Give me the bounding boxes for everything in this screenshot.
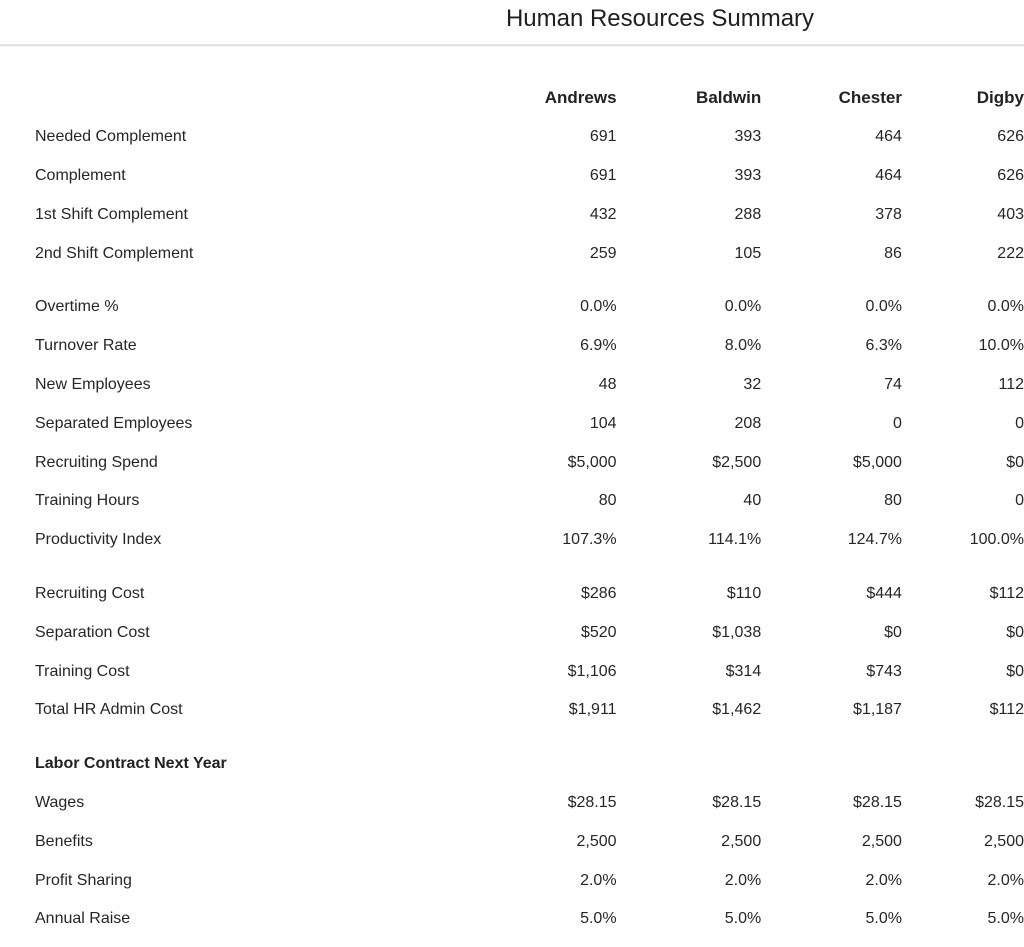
row-label: Training Hours <box>35 492 140 510</box>
table-row-recruiting-cost <box>0 575 1024 614</box>
value-baldwin: $2,500 <box>712 453 762 471</box>
value-andrews: 5.0% <box>580 910 617 928</box>
table-row-training-cost <box>0 652 1024 691</box>
value-baldwin: 0.0% <box>724 298 762 316</box>
value-andrews: 107.3% <box>562 531 617 549</box>
value-digby: 403 <box>997 205 1024 223</box>
row-label: Total HR Admin Cost <box>35 701 183 719</box>
value-andrews: $5,000 <box>567 453 617 471</box>
column-header-digby: Digby <box>976 88 1024 108</box>
value-digby: 626 <box>997 128 1024 146</box>
table-row-2nd-shift-complement <box>0 234 1024 273</box>
row-label: Turnover Rate <box>35 337 137 355</box>
value-andrews: $520 <box>580 623 617 641</box>
value-andrews: $286 <box>580 584 617 602</box>
value-andrews: $1,911 <box>568 701 617 719</box>
value-chester: $1,187 <box>853 701 902 719</box>
value-baldwin: 8.0% <box>724 337 762 355</box>
row-label: Needed Complement <box>35 128 187 146</box>
value-andrews: 80 <box>598 492 617 510</box>
value-baldwin: 2.0% <box>724 871 762 889</box>
value-chester: 378 <box>875 205 902 223</box>
value-baldwin: 5.0% <box>724 910 762 928</box>
table-row-training-hours <box>0 482 1024 521</box>
row-label: Training Cost <box>35 662 130 680</box>
row-label: Productivity Index <box>35 531 162 549</box>
row-label: Annual Raise <box>35 910 131 928</box>
table-row-turnover-rate <box>0 327 1024 366</box>
value-baldwin: 40 <box>743 492 762 510</box>
value-baldwin: 288 <box>734 205 762 223</box>
value-baldwin: $314 <box>725 662 762 680</box>
value-chester: 2,500 <box>861 832 902 850</box>
value-digby: $112 <box>989 701 1024 719</box>
value-digby: 0.0% <box>987 298 1024 316</box>
value-andrews: $28.15 <box>567 793 617 811</box>
table-row-profit-sharing <box>0 861 1024 900</box>
value-chester: 124.7% <box>847 531 902 549</box>
value-digby: 112 <box>998 375 1024 393</box>
value-chester: $0 <box>884 623 902 641</box>
table-row-benefits <box>0 822 1024 861</box>
value-andrews: 2.0% <box>580 871 617 889</box>
table-row-new-employees <box>0 366 1024 405</box>
table-row-needed-complement <box>0 118 1024 157</box>
column-header-baldwin: Baldwin <box>696 88 762 108</box>
hr-summary-table <box>0 79 1024 939</box>
value-baldwin: 2,500 <box>721 832 762 850</box>
value-chester: 2.0% <box>865 871 902 889</box>
row-label: Benefits <box>35 832 93 850</box>
value-chester: 86 <box>884 244 902 262</box>
column-header-andrews: Andrews <box>544 88 617 108</box>
group-spacer <box>0 273 1024 288</box>
table-row-total-hr-admin-cost <box>0 691 1024 730</box>
value-digby: 10.0% <box>978 337 1024 355</box>
row-label: Separation Cost <box>35 623 150 641</box>
table-row-complement <box>0 157 1024 196</box>
value-chester: 80 <box>884 492 902 510</box>
value-baldwin: 208 <box>734 414 762 432</box>
value-chester: $444 <box>866 584 902 602</box>
value-digby: $28.15 <box>975 793 1024 811</box>
value-baldwin: 105 <box>734 244 762 262</box>
value-digby: 2.0% <box>987 871 1024 889</box>
table-row-wages <box>0 784 1024 823</box>
value-andrews: 104 <box>589 414 617 432</box>
value-chester: 74 <box>884 375 902 393</box>
spacer-cell <box>0 273 1024 288</box>
row-label: Recruiting Cost <box>35 584 145 602</box>
value-baldwin: $110 <box>726 584 762 602</box>
group-spacer <box>0 560 1024 575</box>
table-row-separation-cost <box>0 613 1024 652</box>
row-label: Recruiting Spend <box>35 453 158 471</box>
table-row-recruiting-spend <box>0 443 1024 482</box>
value-andrews: 691 <box>589 128 617 146</box>
title-divider <box>0 44 1024 46</box>
row-label: 1st Shift Complement <box>35 205 188 223</box>
row-label: Overtime % <box>35 298 119 316</box>
value-andrews: 6.9% <box>580 337 617 355</box>
page-title: Human Resources Summary <box>505 5 815 32</box>
value-digby: 0 <box>1015 492 1024 510</box>
value-chester: 0.0% <box>865 298 902 316</box>
header-label-cell <box>0 79 545 118</box>
value-digby: 0 <box>1015 414 1024 432</box>
value-chester: 6.3% <box>865 337 902 355</box>
value-digby: $112 <box>989 584 1024 602</box>
value-chester: $28.15 <box>853 793 902 811</box>
value-chester: 5.0% <box>865 910 902 928</box>
value-chester: $5,000 <box>853 453 902 471</box>
table-row-overtime <box>0 288 1024 327</box>
header-row <box>0 79 1024 118</box>
row-label: Wages <box>35 793 85 811</box>
value-baldwin: 393 <box>734 128 762 146</box>
value-baldwin: 32 <box>743 375 762 393</box>
value-andrews: 0.0% <box>580 298 617 316</box>
spacer-cell <box>0 730 1024 745</box>
value-chester: $743 <box>866 662 902 680</box>
section-heading-row <box>0 745 1024 784</box>
value-baldwin: 393 <box>734 166 762 184</box>
value-digby: $0 <box>1006 662 1024 680</box>
value-digby: $0 <box>1006 453 1024 471</box>
value-chester: 464 <box>875 166 902 184</box>
value-baldwin: $1,038 <box>712 623 762 641</box>
row-label: New Employees <box>35 375 151 393</box>
row-label: 2nd Shift Complement <box>35 244 194 262</box>
table-row-separated-employees <box>0 404 1024 443</box>
value-andrews: 691 <box>589 166 617 184</box>
row-label: Profit Sharing <box>35 871 132 889</box>
value-baldwin: $1,462 <box>712 701 762 719</box>
value-digby: 5.0% <box>987 910 1024 928</box>
value-digby: 100.0% <box>969 531 1024 549</box>
value-digby: $0 <box>1006 623 1024 641</box>
spacer-cell <box>0 560 1024 575</box>
value-chester: 0 <box>893 414 902 432</box>
value-andrews: 2,500 <box>576 832 617 850</box>
value-baldwin: $28.15 <box>712 793 762 811</box>
value-andrews: 48 <box>598 375 617 393</box>
value-chester: 464 <box>875 128 902 146</box>
value-digby: 626 <box>997 166 1024 184</box>
table-row-annual-raise <box>0 900 1024 939</box>
group-spacer <box>0 730 1024 745</box>
value-andrews: 432 <box>589 205 617 223</box>
row-label: Complement <box>35 166 126 184</box>
column-header-chester: Chester <box>838 88 902 108</box>
section-heading-labor-contract: Labor Contract Next Year <box>35 755 227 773</box>
row-label: Separated Employees <box>35 414 193 432</box>
value-baldwin: 114.1% <box>708 531 762 549</box>
table-row-productivity-index <box>0 521 1024 560</box>
value-andrews: 259 <box>589 244 617 262</box>
value-digby: 2,500 <box>983 832 1024 850</box>
value-andrews: $1,106 <box>567 662 617 680</box>
table-row-1st-shift-complement <box>0 195 1024 234</box>
value-digby: 222 <box>997 244 1024 262</box>
